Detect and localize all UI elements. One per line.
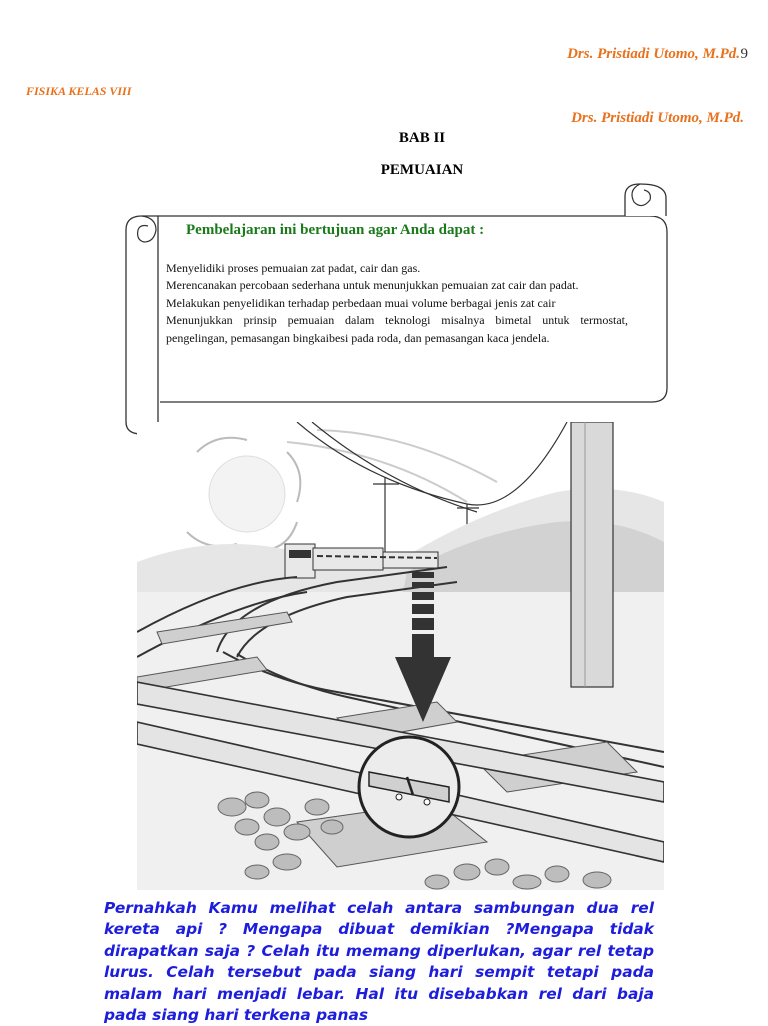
objective-item: Menunjukkan prinsip pemuaian dalam teknologi misalnya bimetal untuk termostat, pengelingan, pemasangan bingkaibesi pada roda, dan pemasangan kaca jendela. [166,313,628,345]
railway-expansion-gap-illustration [137,422,664,890]
author-header-second: Drs. Pristiadi Utomo, M.Pd. [571,110,744,126]
page-number: 9 [740,46,748,62]
objectives-heading: Pembelajaran ini bertujuan agar Anda dapat : [186,222,485,238]
objective-item: Menyelidiki proses pemuaian zat padat, cair dan gas. [166,261,421,275]
subject-header: FISIKA KELAS VIII [26,84,132,98]
objective-item: Melakukan penyelidikan terhadap perbedaan muai volume berbagai jenis zat cair [166,295,556,310]
question-paragraph: Pernahkah Kamu melihat celah antara sambungan dua rel kereta api ? Mengapa dibuat demikian ?Mengapa tidak dirapatkan saja ? Celah itu memang diperlukan, agar rel tetap lurus. Celah tersebut pada siang hari sempit tetapi pada malam hari menjadi lebar. Hal itu disebabkan rel dari baja pada siang hari terkena panas [104,899,654,1025]
chapter-title: PEMUAIAN [380,162,464,178]
objectives-list [166,260,628,347]
chapter-number: BAB II [398,130,446,146]
author-header-top: Drs. Pristiadi Utomo, M.Pd. [567,46,740,62]
objective-item: Merencanakan percobaan sederhana untuk menunjukkan pemuaian zat cair dan padat. [166,278,579,293]
magnifier-circle [359,737,459,837]
